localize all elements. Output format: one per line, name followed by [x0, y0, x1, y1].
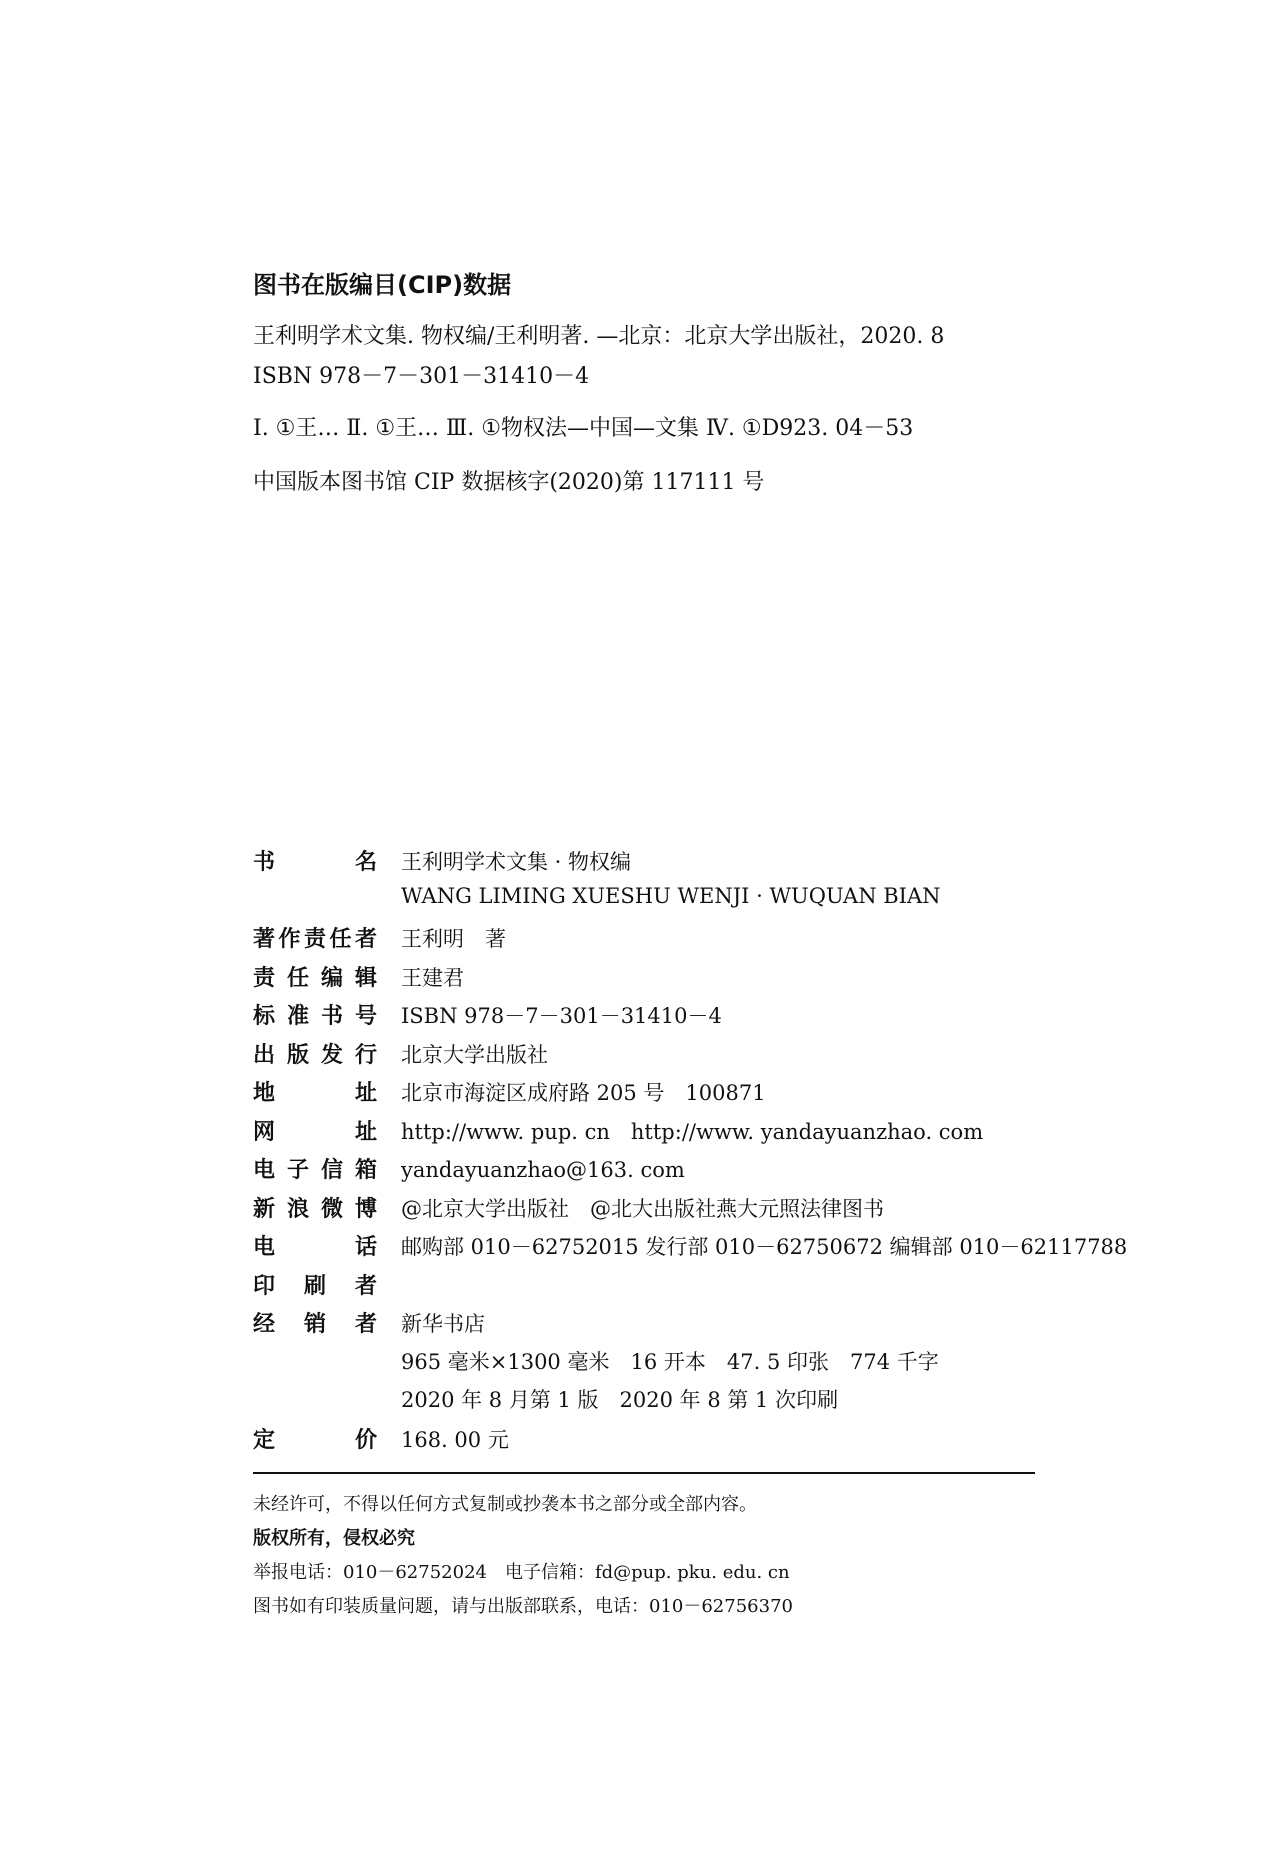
colophon-label: 著作责任者	[253, 927, 377, 952]
colophon-label: 经 销 者	[253, 1312, 377, 1337]
colophon-row	[253, 1423, 1083, 1462]
colophon-row	[253, 884, 1083, 923]
colophon-value: http://www. pup. cn http://www. yandayuanzhao. com	[401, 1119, 984, 1144]
colophon-row	[253, 1346, 1083, 1385]
colophon-label: 标准书号	[253, 1004, 377, 1029]
colophon-value: WANG LIMING XUESHU WENJI · WUQUAN BIAN	[401, 883, 941, 908]
colophon-row	[253, 845, 1083, 884]
colophon-row	[253, 961, 1083, 1000]
colophon-row	[253, 922, 1083, 961]
colophon-row	[253, 1153, 1083, 1192]
colophon-row	[253, 1038, 1083, 1077]
colophon-label: 出版发行	[253, 1042, 377, 1068]
colophon-row	[253, 1307, 1083, 1346]
colophon-label: 书 名	[253, 850, 377, 875]
colophon-value: 新华书店	[401, 1312, 485, 1336]
colophon-value: 168. 00 元	[401, 1427, 509, 1452]
colophon-label: 网 址	[253, 1119, 377, 1145]
copyright-notes	[253, 1493, 1083, 1629]
colophon-value: 王建君	[401, 965, 464, 990]
colophon-value: @北京大学出版社 @北大出版社燕大元照法律图书	[401, 1196, 884, 1221]
colophon-label: 定 价	[253, 1427, 377, 1453]
colophon-label: 电 话	[253, 1235, 377, 1260]
colophon-value: 北京市海淀区成府路 205 号 100871	[401, 1081, 766, 1105]
colophon-row	[253, 1115, 1083, 1154]
cip-bibliographic-line: 王利明学术文集. 物权编/王利明著. —北京：北京大学出版社，2020. 8	[253, 324, 945, 349]
reproduction-notice: 未经许可，不得以任何方式复制或抄袭本书之部分或全部内容。	[253, 1494, 757, 1515]
colophon-value: 王利明 著	[401, 927, 506, 951]
cip-title: 图书在版编目(CIP)数据	[253, 271, 512, 299]
cip-record-number: 中国版本图书馆 CIP 数据核字(2020)第 117111 号	[253, 470, 765, 495]
colophon-row	[253, 1269, 1083, 1308]
rights-reserved: 版权所有，侵权必究	[253, 1528, 415, 1549]
quality-contact: 图书如有印装质量问题，请与出版部联系，电话：010－62756370	[253, 1596, 793, 1617]
colophon-value: ISBN 978－7－301－31410－4	[401, 1004, 722, 1028]
colophon-value: 北京大学出版社	[401, 1042, 548, 1067]
colophon-label: 新浪微博	[253, 1196, 377, 1222]
divider-rule	[253, 1472, 1035, 1474]
colophon-row	[253, 1076, 1083, 1115]
colophon-row	[253, 1384, 1083, 1423]
colophon-label: 责任编辑	[253, 965, 377, 991]
colophon-row	[253, 1230, 1128, 1269]
cip-subject-line: Ⅰ. ①王… Ⅱ. ①王… Ⅲ. ①物权法—中国—文集 Ⅳ. ①D923. 04－53	[253, 416, 914, 441]
colophon-label: 地 址	[253, 1081, 377, 1106]
colophon-row	[253, 999, 1083, 1038]
colophon-value: 王利明学术文集 · 物权编	[401, 850, 632, 874]
cip-isbn-line: ISBN 978－7－301－31410－4	[253, 364, 590, 389]
colophon-value: yandayuanzhao@163. com	[401, 1158, 685, 1182]
colophon-label: 印 刷 者	[253, 1273, 377, 1299]
cip-block	[253, 268, 1093, 498]
colophon-row	[253, 1192, 1083, 1231]
colophon-value: 邮购部 010－62752015 发行部 010－62750672 编辑部 010－62117788	[401, 1235, 1128, 1259]
colophon-value: 965 毫米×1300 毫米 16 开本 47. 5 印张 774 千字	[401, 1349, 939, 1374]
colophon-label: 电子信箱	[253, 1158, 377, 1183]
report-contact: 举报电话：010－62752024 电子信箱：fd@pup. pku. edu. cn	[253, 1562, 790, 1583]
colophon-table	[253, 845, 1128, 1461]
colophon-value: 2020 年 8 月第 1 版 2020 年 8 第 1 次印刷	[401, 1388, 839, 1412]
